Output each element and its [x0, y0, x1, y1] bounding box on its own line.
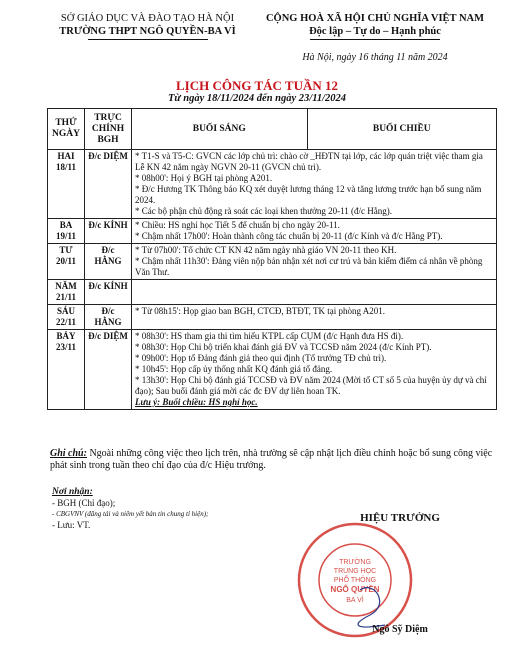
list-item: * 08h30': Họp Chi bộ triển khai đánh giá ĐV và TCCSĐ năm 2024 (đ/c Kính PT). [135, 342, 432, 352]
recipient-item: - Lưu: VT. [52, 520, 91, 530]
table-row [48, 244, 497, 280]
footnote-text: Ngoài những công việc theo lịch trên, nhà trường sẽ cập nhật lịch điều chỉnh hoặc bổ sung công việc phát sinh trong tuần theo chỉ đạo của đ/c Hiệu trưởng. [50, 448, 493, 471]
stamp-text: TRUNG HỌC [333, 568, 377, 575]
list-item: * 09h00': Họp tổ Đảng đánh giá theo qui định (Tổ trưởng TĐ chủ trì). [135, 353, 387, 363]
header-day: THỨ NGÀY [48, 109, 85, 150]
stamp-text: NGÔ QUYỀN [330, 585, 380, 594]
list-item: * Từ 08h15': Họp giao ban BGH, CTCĐ, BTĐT, TK tại phòng A201. [135, 306, 385, 316]
row-day: TƯ 20/11 [48, 244, 85, 280]
table-row [48, 305, 497, 330]
divider [88, 39, 208, 40]
row-content [132, 280, 497, 305]
row-content [132, 305, 497, 330]
document-date: Hà Nội, ngày 16 tháng 11 năm 2024 [302, 52, 448, 63]
note-item: Lưu ý: Buổi chiều: HS nghỉ học. [135, 397, 258, 407]
table-row [48, 280, 497, 305]
page-title: LỊCH CÔNG TÁC TUẦN 12 [175, 78, 339, 93]
recipient-item: - BGH (Chỉ đạo); [52, 498, 116, 508]
list-item: * 08h00': Họi ý BGH tại phòng A201. [135, 173, 273, 183]
list-item: * 13h30': Họp Chi bộ đánh giá TCCSĐ và ĐV năm 2024 (Mời tổ CT số 5 của huyện ủy dự và chỉ đạo); Sau buổi đánh giá mời các đc ĐV dự liên hoan TK. [135, 375, 487, 396]
header-duty: TRỰC CHÍNH BGH [85, 109, 132, 150]
row-duty: Đ/c HẰNG [85, 244, 132, 280]
recipients [52, 487, 208, 531]
list-item: * Chậm nhất 11h30': Đảng viên nộp bản nhận xét nơi cư trú và bản kiểm điểm cá nhân về phòng Văn Thư. [135, 256, 483, 277]
list-item: * Các bộ phận chủ động rà soát các loại khen thưởng 20-11 (đ/c Hằng). [135, 206, 392, 216]
list-item: * Từ 07h00': Tổ chức CT KN 42 năm ngày nhà giáo VN 20-11 theo KH. [135, 245, 397, 255]
recipients-label: Nơi nhận: [52, 487, 93, 497]
row-duty: Đ/c DIỆM [85, 150, 132, 219]
motto: Độc lập – Tự do – Hạnh phúc [309, 26, 441, 37]
table-row [48, 219, 497, 244]
recipient-item: - CBGVNV (đăng tải và niêm yết bản tin chung tỉ hiện); [52, 510, 209, 518]
school-name: TRƯỜNG THPT NGÔ QUYỀN-BA VÌ [59, 26, 236, 37]
list-item: * T1-S và T5-C: GVCN các lớp chủ trì: chào cờ _HĐTN tại lớp, các lớp quán triệt việc tham gia Lễ KN 42 năm ngày NGVN 20-11 (GVCN chủ trì). [135, 151, 483, 172]
signature-role: HIỆU TRƯỞNG [360, 512, 440, 524]
row-duty: Đ/c HẰNG [85, 305, 132, 330]
row-duty: Đ/c KÍNH [85, 219, 132, 244]
header-morning: BUỔI SÁNG [132, 109, 308, 150]
list-item: * Chậm nhất 17h00': Hoàn thành công tác chuẩn bị 20-11 (đ/c Kính và đ/c Hằng PT). [135, 231, 443, 241]
header-afternoon: BUỔI CHIỀU [307, 109, 496, 150]
row-content [132, 219, 497, 244]
header-left [40, 12, 255, 40]
row-day: SÁU 22/11 [48, 305, 85, 330]
schedule-table [47, 108, 497, 410]
table-header-row [48, 109, 497, 150]
official-stamp [295, 520, 415, 640]
row-day: BA 19/11 [48, 219, 85, 244]
table-row [48, 330, 497, 410]
list-item: * Đ/c Hương TK Thông báo KQ xét duyệt lương tháng 12 và tăng lương trước hạn bổ sung năm 2024. [135, 184, 482, 205]
row-day: HAI 18/11 [48, 150, 85, 219]
list-item: * Chiều: HS nghỉ học Tiết 5 để chuẩn bị cho ngày 20-11. [135, 220, 340, 230]
date-range: Từ ngày 18/11/2024 đến ngày 23/11/2024 [167, 93, 347, 104]
department-name: SỞ GIÁO DỤC VÀ ĐÀO TẠO HÀ NỘI [60, 13, 235, 24]
row-day: BẢY 23/11 [48, 330, 85, 410]
stamp-text: PHỔ THÔNG [333, 577, 377, 584]
row-duty: Đ/c KÍNH [85, 280, 132, 305]
row-content [132, 330, 497, 410]
stamp-text: BA VÌ [346, 597, 364, 604]
row-day: NĂM 21/11 [48, 280, 85, 305]
list-item: * 08h30': HS tham gia thi tìm hiểu KTPL cấp CỤM (đ/c Hạnh đưa HS đi). [135, 331, 404, 341]
signer-name: Ngô Sỹ Diệm [372, 624, 428, 635]
list-item: * 10h45': Họp cấp ủy thống nhất KQ đánh giá tổ đảng. [135, 364, 333, 374]
table-row [48, 150, 497, 219]
country-name: CỘNG HOÀ XÃ HỘI CHỦ NGHĨA VIỆT NAM [265, 13, 485, 24]
stamp-text: TRƯỜNG [339, 559, 371, 566]
row-content [132, 150, 497, 219]
footnote [50, 448, 500, 472]
row-content [132, 244, 497, 280]
footnote-label: Ghi chú: [50, 448, 87, 459]
row-duty: Đ/c DIỆM [85, 330, 132, 410]
header-right [250, 12, 500, 40]
divider [310, 39, 440, 40]
